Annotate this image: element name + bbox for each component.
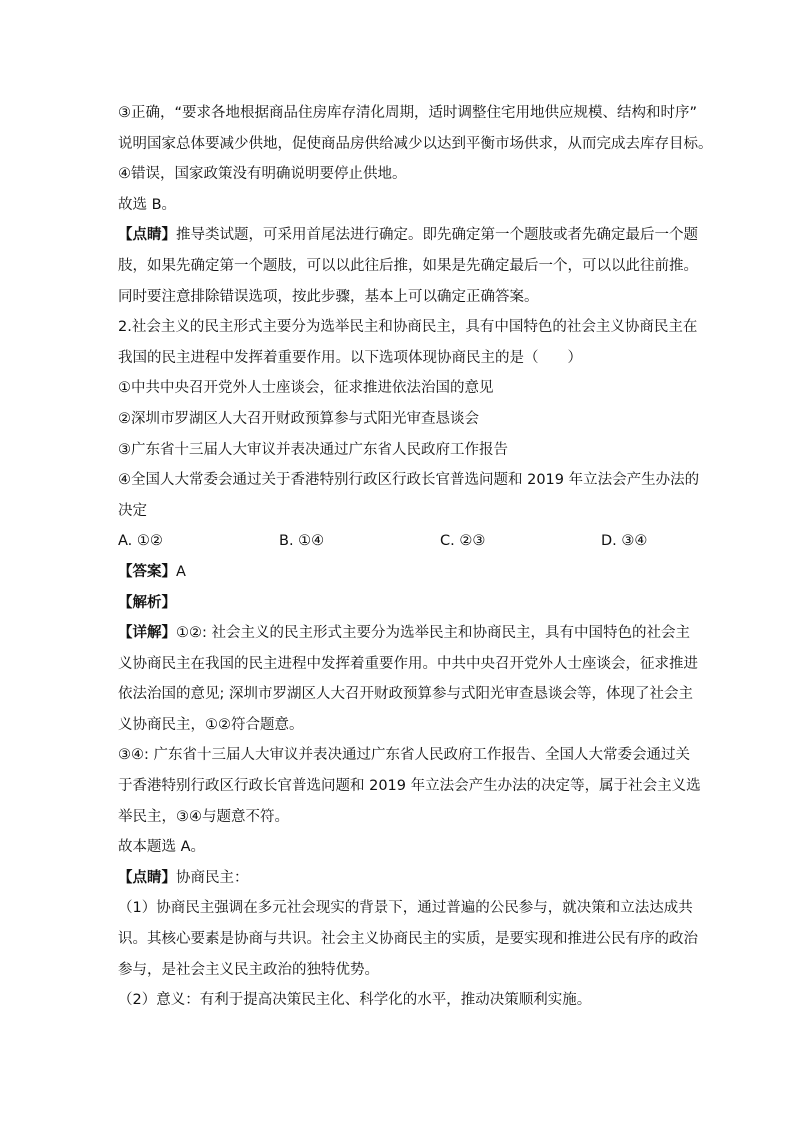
analysis-heading: 【解析】 — [118, 594, 176, 611]
answer-tag: 【答案】 — [118, 563, 176, 580]
answer-value: A — [176, 563, 186, 580]
option-d: D. ③④ — [601, 533, 648, 550]
tip2-tag: 【点睛】 — [118, 869, 176, 886]
question2-options — [118, 526, 678, 557]
tip1-line3: 同时要注意排除错误选项，按此步骤，基本上可以确定正确答案。 — [118, 288, 539, 305]
tip1-text-line1: 推导类试题，可采用首尾法进行确定。即先确定第一个题肢或者先确定最后一个题 — [176, 227, 698, 244]
tip1-tag: 【点睛】 — [118, 227, 176, 244]
detail-line1 — [118, 618, 690, 649]
analysis-point4: ④错误，国家政策没有明确说明要停止供地。 — [118, 166, 407, 183]
detail-line3: 依法治国的意见; 深圳市罗湖区人大召开财政预算参与式阳光审查恳谈会等，体现了社会主 — [118, 686, 693, 703]
detail-line6: 于香港特别行政区行政长官普选问题和 2019 年立法会产生办法的决定等，属于社会主义选 — [118, 778, 701, 795]
answer-line — [118, 557, 678, 588]
question2-item2: ②深圳市罗湖区人大召开财政预算参与式阳光审查恳谈会 — [118, 410, 479, 427]
question2-item4-line2: 决定 — [118, 502, 147, 519]
tip2-title-line — [118, 863, 678, 894]
detail-line4: 义协商民主，①②符合题意。 — [118, 716, 304, 733]
question2-item1: ①中共中央召开党外人士座谈会，征求推进依法治国的意见 — [118, 380, 494, 397]
detail-line7: 举民主，③④与题意不符。 — [118, 808, 289, 825]
detail-tag: 【详解】 — [118, 625, 176, 642]
tip2-p1-line2: 识。其核心要素是协商与共识。社会主义协商民主的实质，是要实现和推进公民有序的政治 — [118, 931, 698, 948]
detail-line5: ③④: 广东省十三届人大审议并表决通过广东省人民政府工作报告、全国人大常委会通过关 — [118, 747, 690, 764]
option-b: B. ①④ — [279, 533, 325, 550]
tip1-line1 — [118, 220, 698, 251]
tip2-p2: （2）意义：有利于提高决策民主化、科学化的水平，推动决策顺利实施。 — [118, 992, 592, 1009]
detail-answer-choice: 故本题选 A。 — [118, 839, 206, 856]
question2-item3: ③广东省十三届人大审议并表决通过广东省人民政府工作报告 — [118, 441, 508, 458]
tip2-title: 协商民主： — [176, 869, 249, 886]
option-a: A. ①② — [118, 533, 163, 550]
analysis-point3-line1: ③正确，“要求各地根据商品住房库存清化周期，适时调整住宅用地供应规模、结构和时序” — [118, 105, 698, 121]
tip2-p1-line3: 参与，是社会主义民主政治的独特优势。 — [118, 961, 379, 978]
detail-text-line1: ①②: 社会主义的民主形式主要分为选举民主和协商民主，具有中国特色的社会主 — [176, 625, 690, 642]
option-c: C. ②③ — [440, 533, 486, 550]
detail-line2: 义协商民主在我国的民主进程中发挥着重要作用。中共中央召开党外人士座谈会，征求推进 — [118, 655, 698, 672]
analysis-point3-line2: 说明国家总体要减少供地，促使商品房供给减少以达到平衡市场供求，从而完成去库存目标。 — [118, 135, 713, 152]
previous-answer-choice: 故选 B。 — [118, 196, 177, 213]
question2-item4-line1: ④全国人大常委会通过关于香港特别行政区行政长官普选问题和 2019 年立法会产生办法的 — [118, 472, 700, 489]
tip2-p1-line1: （1）协商民主强调在多元社会现实的背景下，通过普遍的公民参与，就决策和立法达成共 — [118, 900, 693, 917]
question2-stem-line1: 2.社会主义的民主形式主要分为选举民主和协商民主，具有中国特色的社会主义协商民主在 — [118, 319, 698, 336]
tip1-line2: 肢，如果先确定第一个题肢，可以以此往后推，如果是先确定最后一个，可以以此往前推。 — [118, 257, 698, 274]
page-content — [118, 98, 713, 1016]
question2-stem-line2: 我国的民主进程中发挥着重要作用。以下选项体现协商民主的是（ ） — [118, 349, 582, 366]
